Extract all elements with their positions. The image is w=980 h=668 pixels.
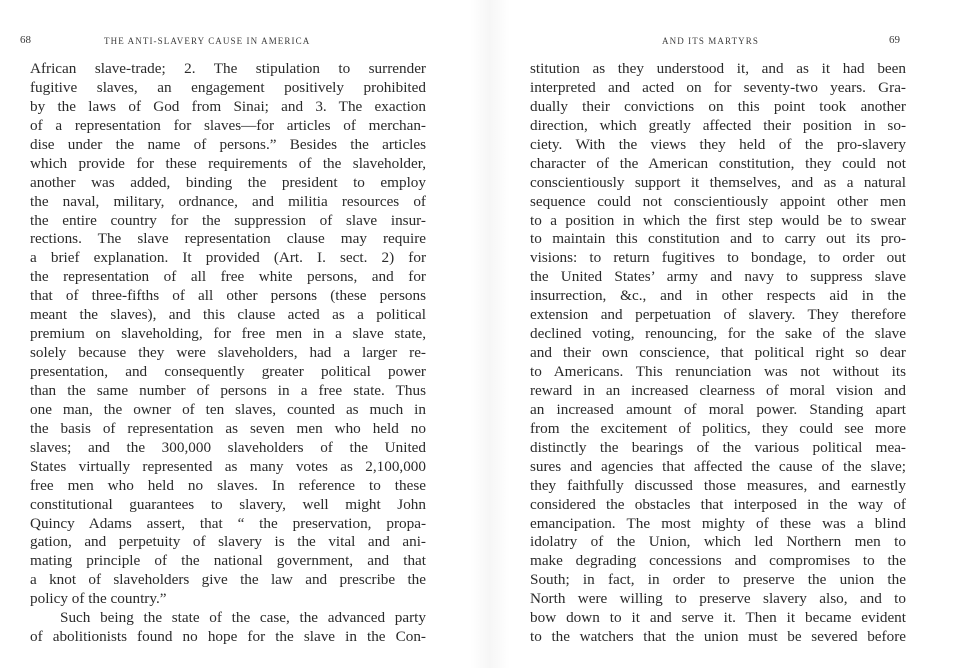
page-number: 68 (20, 34, 31, 46)
text-line: from the excitement of politics, they could see more (530, 419, 906, 437)
text-line: presentation, and consequently greater political power (30, 363, 426, 380)
text-line: the United States’ army and navy to suppress slave (530, 268, 906, 286)
text-line: one man, the owner of ten slaves, counted as much in (30, 400, 426, 418)
text-line: dually their convictions on this point took another (530, 97, 906, 115)
text-line: stitution as they understood it, and as it had been (530, 60, 906, 77)
page-number: 69 (889, 34, 900, 46)
text-line: free men who held no slaves. In reference to these (30, 476, 426, 494)
text-line: to the watchers that the union must be severed before (530, 628, 906, 646)
text-line: another was added, binding the president to employ (30, 173, 426, 191)
text-line: gation, and perpetuity of slavery is the vital and ani- (30, 533, 426, 551)
text-line: meant the slaves), and this clause acted as a political (30, 306, 426, 324)
text-line: Such being the state of the case, the advanced party (60, 609, 426, 627)
text-line: by the laws of God from Sinai; and 3. The exaction (30, 97, 426, 115)
text-line: the entire country for the suppression of slave insur- (30, 211, 426, 229)
text-line: dise under the name of persons.” Besides the articles (30, 135, 426, 153)
text-line: to a position in which the first step would be to swear (530, 211, 906, 229)
text-line: of a representation for slaves—for articles of merchan- (30, 116, 426, 134)
text-line: distinctly the bearings of the various political mea- (530, 438, 906, 456)
text-line: rections. The slave representation clause may require (30, 230, 426, 248)
text-line: they faithfully discussed those measures, and earnestly (530, 476, 906, 494)
text-line: to maintain this constitution and to carry out its pro- (530, 230, 906, 248)
text-line: the representation of all free white persons, and for (30, 268, 426, 286)
text-line: which provide for these requirements of the slaveholder, (30, 154, 426, 172)
text-line: to Americans. This renunciation was not without its (530, 363, 906, 380)
text-line: constitutional guarantees to slavery, well might John (30, 495, 426, 513)
text-line: ciety. With the views they held of the pro-slavery (530, 135, 906, 153)
text-line: solely because they were slaveholders, had a larger re- (30, 344, 426, 362)
text-line: conscientiously support it themselves, and as a natural (530, 173, 906, 191)
text-line: premium on slaveholding, for free men in a slave state, (30, 325, 426, 343)
text-line: States virtually represented as many votes as 2,100,000 (30, 457, 426, 475)
text-line: character of the American constitution, they could not (530, 154, 906, 172)
body-text (530, 60, 906, 647)
text-line: mating principle of the national government, and that (30, 552, 426, 570)
text-line: idolatry of the Union, which led Northern men to (530, 533, 906, 551)
text-line: make degrading concessions and compromises to the (530, 552, 906, 570)
text-line: Quincy Adams assert, that “ the preservation, propa- (30, 514, 426, 532)
text-line: a knot of slaveholders give the law and prescribe the (30, 571, 426, 589)
text-line: sequence could not conscientiously appoint other men (530, 192, 906, 210)
text-line: African slave-trade; 2. The stipulation to surrender (30, 60, 426, 77)
text-line: that of three-fifths of all other persons (these persons (30, 287, 426, 305)
text-line: slaves; and the 300,000 slaveholders of the United (30, 438, 426, 456)
text-line: considered the obstacles that interposed in the way of (530, 495, 906, 513)
text-line: bow down to it and serve it. Then it became evident (530, 609, 906, 627)
text-line: of abolitionists found no hope for the slave in the Con- (30, 628, 426, 646)
text-line: emancipation. The most mighty of these was a blind (530, 514, 906, 532)
text-line: reward in an increased clearness of moral vision and (530, 381, 906, 399)
text-line: declined voting, renouncing, for the sake of the slave (530, 325, 906, 343)
text-line: sures and agencies that affected the cause of the slave; (530, 457, 906, 475)
text-line: fugitive slaves, an engagement positively prohibited (30, 78, 426, 96)
body-text (30, 60, 426, 647)
text-line: South; in fact, in order to preserve the union the (530, 571, 906, 589)
running-head: THE ANTI-SLAVERY CAUSE IN AMERICA (104, 36, 311, 46)
text-line: interpreted and acted on for seventy-two years. Gra- (530, 78, 906, 96)
text-line: than the same number of persons in a free state. Thus (30, 381, 426, 399)
text-line: North were willing to preserve slavery also, and to (530, 590, 906, 608)
text-line: extension and perpetuation of slavery. They therefore (530, 306, 906, 324)
text-line: direction, which greatly affected their position in so- (530, 116, 906, 134)
text-line: visions: to return fugitives to bondage, to order out (530, 249, 906, 267)
right-page (490, 0, 980, 668)
text-line: the naval, military, ordnance, and militia resources of (30, 192, 426, 210)
running-head: AND ITS MARTYRS (662, 36, 759, 46)
text-line: policy of the country.” (30, 590, 167, 608)
text-line: the basis of representation as seven men who held no (30, 419, 426, 437)
text-line: a brief explanation. It provided (Art. I. sect. 2) for (30, 249, 426, 267)
text-line: an increased amount of moral power. Standing apart (530, 400, 906, 418)
text-line: insurrection, &c., and in other respects aid in the (530, 287, 906, 305)
text-line: and their own conscience, that political right so dear (530, 344, 906, 362)
